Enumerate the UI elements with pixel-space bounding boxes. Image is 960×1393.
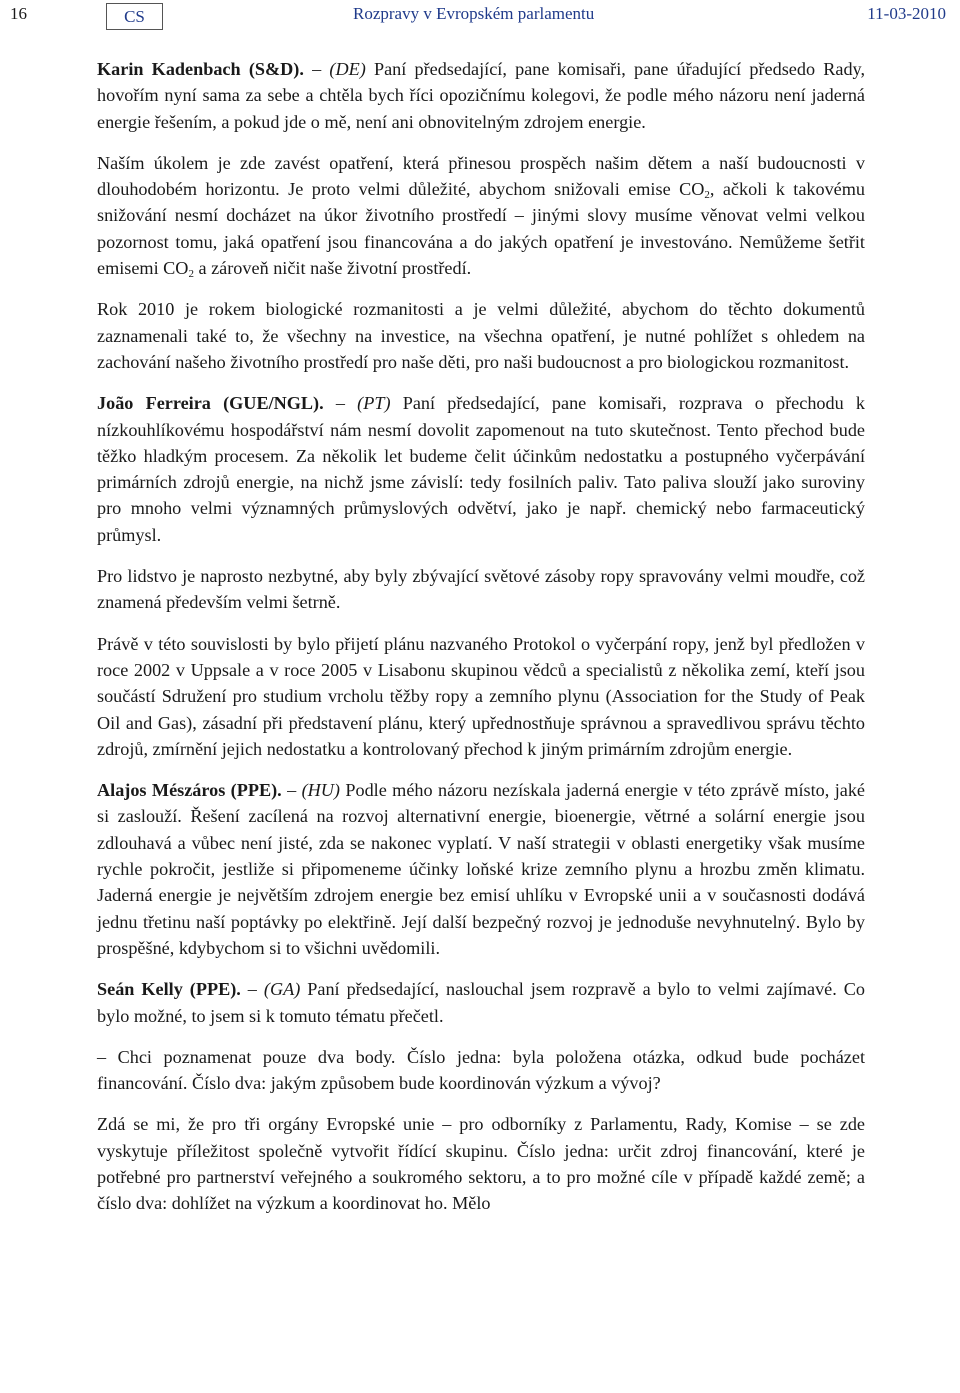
speech-text: – Chci poznamenat pouze dva body. Číslo jedna: byla položena otázka, odkud bude pocházet financování. Číslo dva: jakým způsobem bude koordinován výzkum a vývoj? <box>97 1046 865 1094</box>
speech-kelly-p2 <box>97 1044 865 1097</box>
speaker-name: Alajos Mészáros (PPE). <box>97 780 282 801</box>
document-body <box>97 56 865 1232</box>
speech-ferreira-p2 <box>97 563 865 616</box>
page-header <box>0 0 960 44</box>
page-number: 16 <box>10 4 27 23</box>
speech-ferreira-p3 <box>97 631 865 762</box>
speech-text: Zdá se mi, že pro tři orgány Evropské unie – pro odborníky z Parlamentu, Rady, Komise – se zde vyskytuje příležitost společně vytvořit řídící skupinu. Číslo jedna: určit zdroj financování, které je potřebné pro partnerství veřejného a soukromého sektoru, a to pro možné cíle v případě každé země; a číslo dva: dohlížet na výzkum a koordinovat ho. Mělo <box>97 1114 865 1214</box>
language-code: (HU) <box>301 780 340 801</box>
speech-text: Právě v této souvislosti by bylo přijetí plánu nazvaného Protokol o vyčerpání ropy, jenž byl předložen v roce 2002 v Uppsale a v roce 2005 v Lisabonu skupinou vědců a specialistů z několika zemí, kteří jsou součástí Sdružení pro studium vrcholu těžby ropy a zemního plynu (Association for the Study of Peak Oil and Gas), zásadní při představení plánu, který upřednostňuje správnou a spravedlivou správu těchto zdrojů, zmírnění jejich nedostatku a kontrolovaný přechod k jiným primárním zdrojům energie. <box>97 633 865 759</box>
language-badge: CS <box>106 3 163 30</box>
language-code: (DE) <box>329 59 366 79</box>
speech-ferreira-p1: João Ferreira (GUE/NGL). – (PT) Paní předsedající, pane komisaři, rozprava o přechodu k nízkouhlíkovému hospodářství nám nesmí dovolit zapomenout na tuto skutečnost. Tento přechod bude těžko hladkým procesem. Za několik let budeme čelit účinkům nedostatku a postupného vyčerpávání primárních zdrojů energie, na nichž jsme závislí: tedy fosilních paliv. Tato paliva slouží jako suroviny pro mnoho velmi významných průmyslových odvětví, jako je např. chemický nebo farmaceutický průmysl. <box>97 393 865 545</box>
speech-text: Pro lidstvo je naprosto nezbytné, aby byly zbývající světové zásoby ropy spravovány velmi moudře, což znamená především velmi šetrně. <box>97 566 865 613</box>
session-date: 11-03-2010 <box>867 4 946 23</box>
speech-kadenbach-p2 <box>97 150 865 281</box>
speech-kadenbach-p1: Karin Kadenbach (S&D). – (DE) Paní předsedající, pane komisaři, pane úřadující předsedo Rady, hovořím nyní sama za sebe a chtěla bych říci opozičnímu kolegovi, že podle mého názoru není jaderná energie řešením, a pokud jde o mě, není ani obnovitelným zdrojem energie. <box>97 59 866 132</box>
language-code: (PT) <box>357 393 391 414</box>
speech-meszaros-p1: Alajos Mészáros (PPE). – (HU) Podle mého názoru nezískala jaderná energie v této zprávě místo, jaké si zaslouží. Řešení zacílená na rozvoj alternativní energie, bioenergie, větrné a solární energie jsou zdlouhavá a vůbec není jisté, zda se nakonec vyplatí. V naší strategii v oblasti energetiky však musíme rychle pokročit, jestliže si připomeneme účinky loňské krize zemního plynu a hrozbu změn klimatu. Jaderná energie je největším zdrojem energie bez emisí uhlíku v Evropské unii a v současnosti dodává jednu třetinu naší poptávky po elektřině. Její další bezpečný rozvoj je jednoduše nevyhnutelný. Bylo by prospěšné, kdybychom si to všichni uvědomili. <box>97 780 866 958</box>
speech-text: a zároveň ničit naše životní prostředí. <box>193 258 472 279</box>
speech-text: Naším úkolem je zde zavést opatření, která přinesou prospěch našim dětem a naší budoucnosti v dlouhodobém horizontu. Je proto velmi důležité, abychom snižovali emise CO <box>97 152 865 200</box>
speech-kelly-p1: Seán Kelly (PPE). – (GA) Paní předsedající, naslouchal jsem rozpravě a bylo to velmi zajímavé. Co bylo možné, to jsem si k tomuto tématu přečetl. <box>97 979 866 1026</box>
speaker-name: Karin Kadenbach (S&D). <box>97 59 304 79</box>
subscript-2: 2 <box>704 189 710 202</box>
speech-text: Paní předsedající, pane komisaři, rozprava o přechodu k nízkouhlíkovému hospodářství nám nesmí dovolit zapomenout na tuto skutečnost. Tento přechod bude těžko hladkým procesem. Za několik let budeme čelit účinkům nedostatku a postupného vyčerpávání primárních zdrojů energie, na nichž jsme závislí: tedy fosilních paliv. Tato paliva slouží jako suroviny pro mnoho velmi významných průmyslových odvětví, jako je např. chemický nebo farmaceutický průmysl. <box>97 393 865 545</box>
speech-kelly-p3 <box>97 1111 865 1216</box>
speech-text: , ačkoli k takovému snižování nesmí docházet na úkor životního prostředí – jinými slovy musíme věnovat velmi velkou pozornost tomu, jaká opatření jsou financována a do jakých opatření je investováno. Nemůžeme šetřit emisemi CO <box>97 179 865 279</box>
speech-text: Rok 2010 je rokem biologické rozmanitosti a je velmi důležité, abychom do těchto dokumentů zaznamenali také to, že všechny na investice, na všechna opatření, je nutné pohlížet s ohledem na zachování našeho životního prostředí pro naše děti, pro naši budoucnost a pro biologickou rozmanitost. <box>97 299 865 372</box>
speech-text: Paní předsedající, naslouchal jsem rozpravě a bylo to velmi zajímavé. Co bylo možné, to jsem si k tomuto tématu přečetl. <box>97 979 866 1026</box>
speech-kadenbach-p3 <box>97 296 865 375</box>
speaker-name: João Ferreira (GUE/NGL). <box>97 393 324 414</box>
speaker-name: Seán Kelly (PPE). <box>97 979 241 1000</box>
language-code: (GA) <box>263 979 301 1000</box>
subscript-2: 2 <box>188 268 194 281</box>
running-title: Rozpravy v Evropském parlamentu <box>353 4 595 23</box>
speech-text: Paní předsedající, pane komisaři, pane úřadující předsedo Rady, hovořím nyní sama za sebe a chtěla bych říci opozičnímu kolegovi, že podle mého názoru není jaderná energie řešením, a pokud jde o mě, není ani obnovitelným zdrojem energie. <box>97 59 866 132</box>
speech-text: Podle mého názoru nezískala jaderná energie v této zprávě místo, jaké si zaslouží. Řešení zacílená na rozvoj alternativní energie, bioenergie, větrné a solární energie jsou zdlouhavá a vůbec není jisté, zda se nakonec vyplatí. V naší strategii v oblasti energetiky však musíme rychle pokročit, jestliže si připomeneme účinky loňské krize zemního plynu a hrozbu změn klimatu. Jaderná energie je největším zdrojem energie bez emisí uhlíku v Evropské unii a v současnosti dodává jednu třetinu naší poptávky po elektřině. Její další bezpečný rozvoj je jednoduše nevyhnutelný. Bylo by prospěšné, kdybychom si to všichni uvědomili. <box>97 780 866 958</box>
